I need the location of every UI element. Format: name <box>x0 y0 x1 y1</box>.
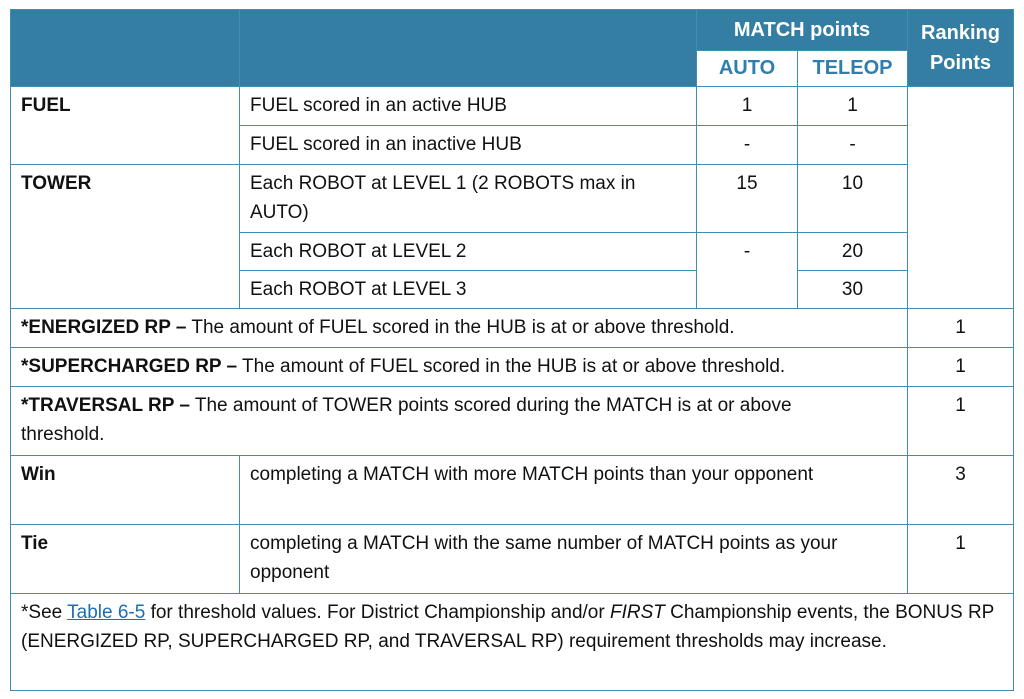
fuel-label: FUEL <box>11 87 240 165</box>
rp-traversal-name: *TRAVERSAL RP – <box>21 395 190 416</box>
outcome-row-win <box>11 456 1014 525</box>
tie-desc: completing a MATCH with the same number of MATCH points as your opponent <box>240 525 908 594</box>
tower-level1-teleop: 10 <box>798 165 908 233</box>
fuel-active-desc: FUEL scored in an active HUB <box>240 87 697 126</box>
rp-traversal-desc: The amount of TOWER points scored during the MATCH is at or above threshold. <box>21 395 792 445</box>
ranking-points-empty <box>908 87 1014 309</box>
tower-label: TOWER <box>11 165 240 309</box>
scoring-table <box>10 9 1014 691</box>
header-blank-1 <box>11 10 240 87</box>
win-desc: completing a MATCH with more MATCH points than your opponent <box>240 456 908 525</box>
rp-energized-desc: The amount of FUEL scored in the HUB is at or above threshold. <box>186 317 735 338</box>
table-6-5-link[interactable]: Table 6-5 <box>67 602 146 623</box>
footnote <box>11 594 1014 691</box>
tower-level3-teleop: 30 <box>798 271 908 309</box>
win-rp: 3 <box>908 456 1014 525</box>
outcome-row-tie <box>11 525 1014 594</box>
rp-supercharged-text <box>11 348 908 387</box>
header-auto: AUTO <box>697 51 798 87</box>
footnote-middle: for threshold values. For District Championship and/or <box>145 602 610 623</box>
scoring-table-wrapper <box>10 9 1014 691</box>
rp-energized-text <box>11 309 908 348</box>
header-teleop: TELEOP <box>798 51 908 87</box>
footnote-first-italic: FIRST <box>609 602 665 623</box>
footnote-row <box>11 594 1014 691</box>
tower-level1-auto: 15 <box>697 165 798 233</box>
tie-label: Tie <box>11 525 240 594</box>
tie-rp: 1 <box>908 525 1014 594</box>
tower-level2-teleop: 20 <box>798 233 908 271</box>
fuel-inactive-desc: FUEL scored in an inactive HUB <box>240 126 697 165</box>
rp-energized-value: 1 <box>908 309 1014 348</box>
rp-supercharged-value: 1 <box>908 348 1014 387</box>
win-label: Win <box>11 456 240 525</box>
fuel-active-teleop: 1 <box>798 87 908 126</box>
fuel-inactive-teleop: - <box>798 126 908 165</box>
tower-level3-desc: Each ROBOT at LEVEL 3 <box>240 271 697 309</box>
header-blank-2 <box>240 10 697 87</box>
header-ranking-points: Ranking Points <box>908 10 1014 87</box>
header-match-points: MATCH points <box>697 10 908 51</box>
rp-traversal-text <box>11 387 908 456</box>
rp-row-traversal <box>11 387 1014 456</box>
footnote-prefix: *See <box>21 602 68 623</box>
tower-level2-desc: Each ROBOT at LEVEL 2 <box>240 233 697 271</box>
rp-supercharged-name: *SUPERCHARGED RP – <box>21 356 238 377</box>
fuel-active-auto: 1 <box>697 87 798 126</box>
fuel-inactive-auto: - <box>697 126 798 165</box>
rp-traversal-value: 1 <box>908 387 1014 456</box>
rp-energized-name: *ENERGIZED RP – <box>21 317 187 338</box>
rp-row-supercharged <box>11 348 1014 387</box>
footnote-suffix: Championship events, the BONUS RP (ENERGIZED RP, SUPERCHARGED RP, and TRAVERSAL RP) requirement thresholds may increase. <box>21 602 995 652</box>
tower-level1-desc: Each ROBOT at LEVEL 1 (2 ROBOTS max in AUTO) <box>240 165 697 233</box>
rp-row-energized <box>11 309 1014 348</box>
rp-supercharged-desc: The amount of FUEL scored in the HUB is at or above threshold. <box>237 356 786 377</box>
tower-level23-auto: - <box>697 233 798 309</box>
